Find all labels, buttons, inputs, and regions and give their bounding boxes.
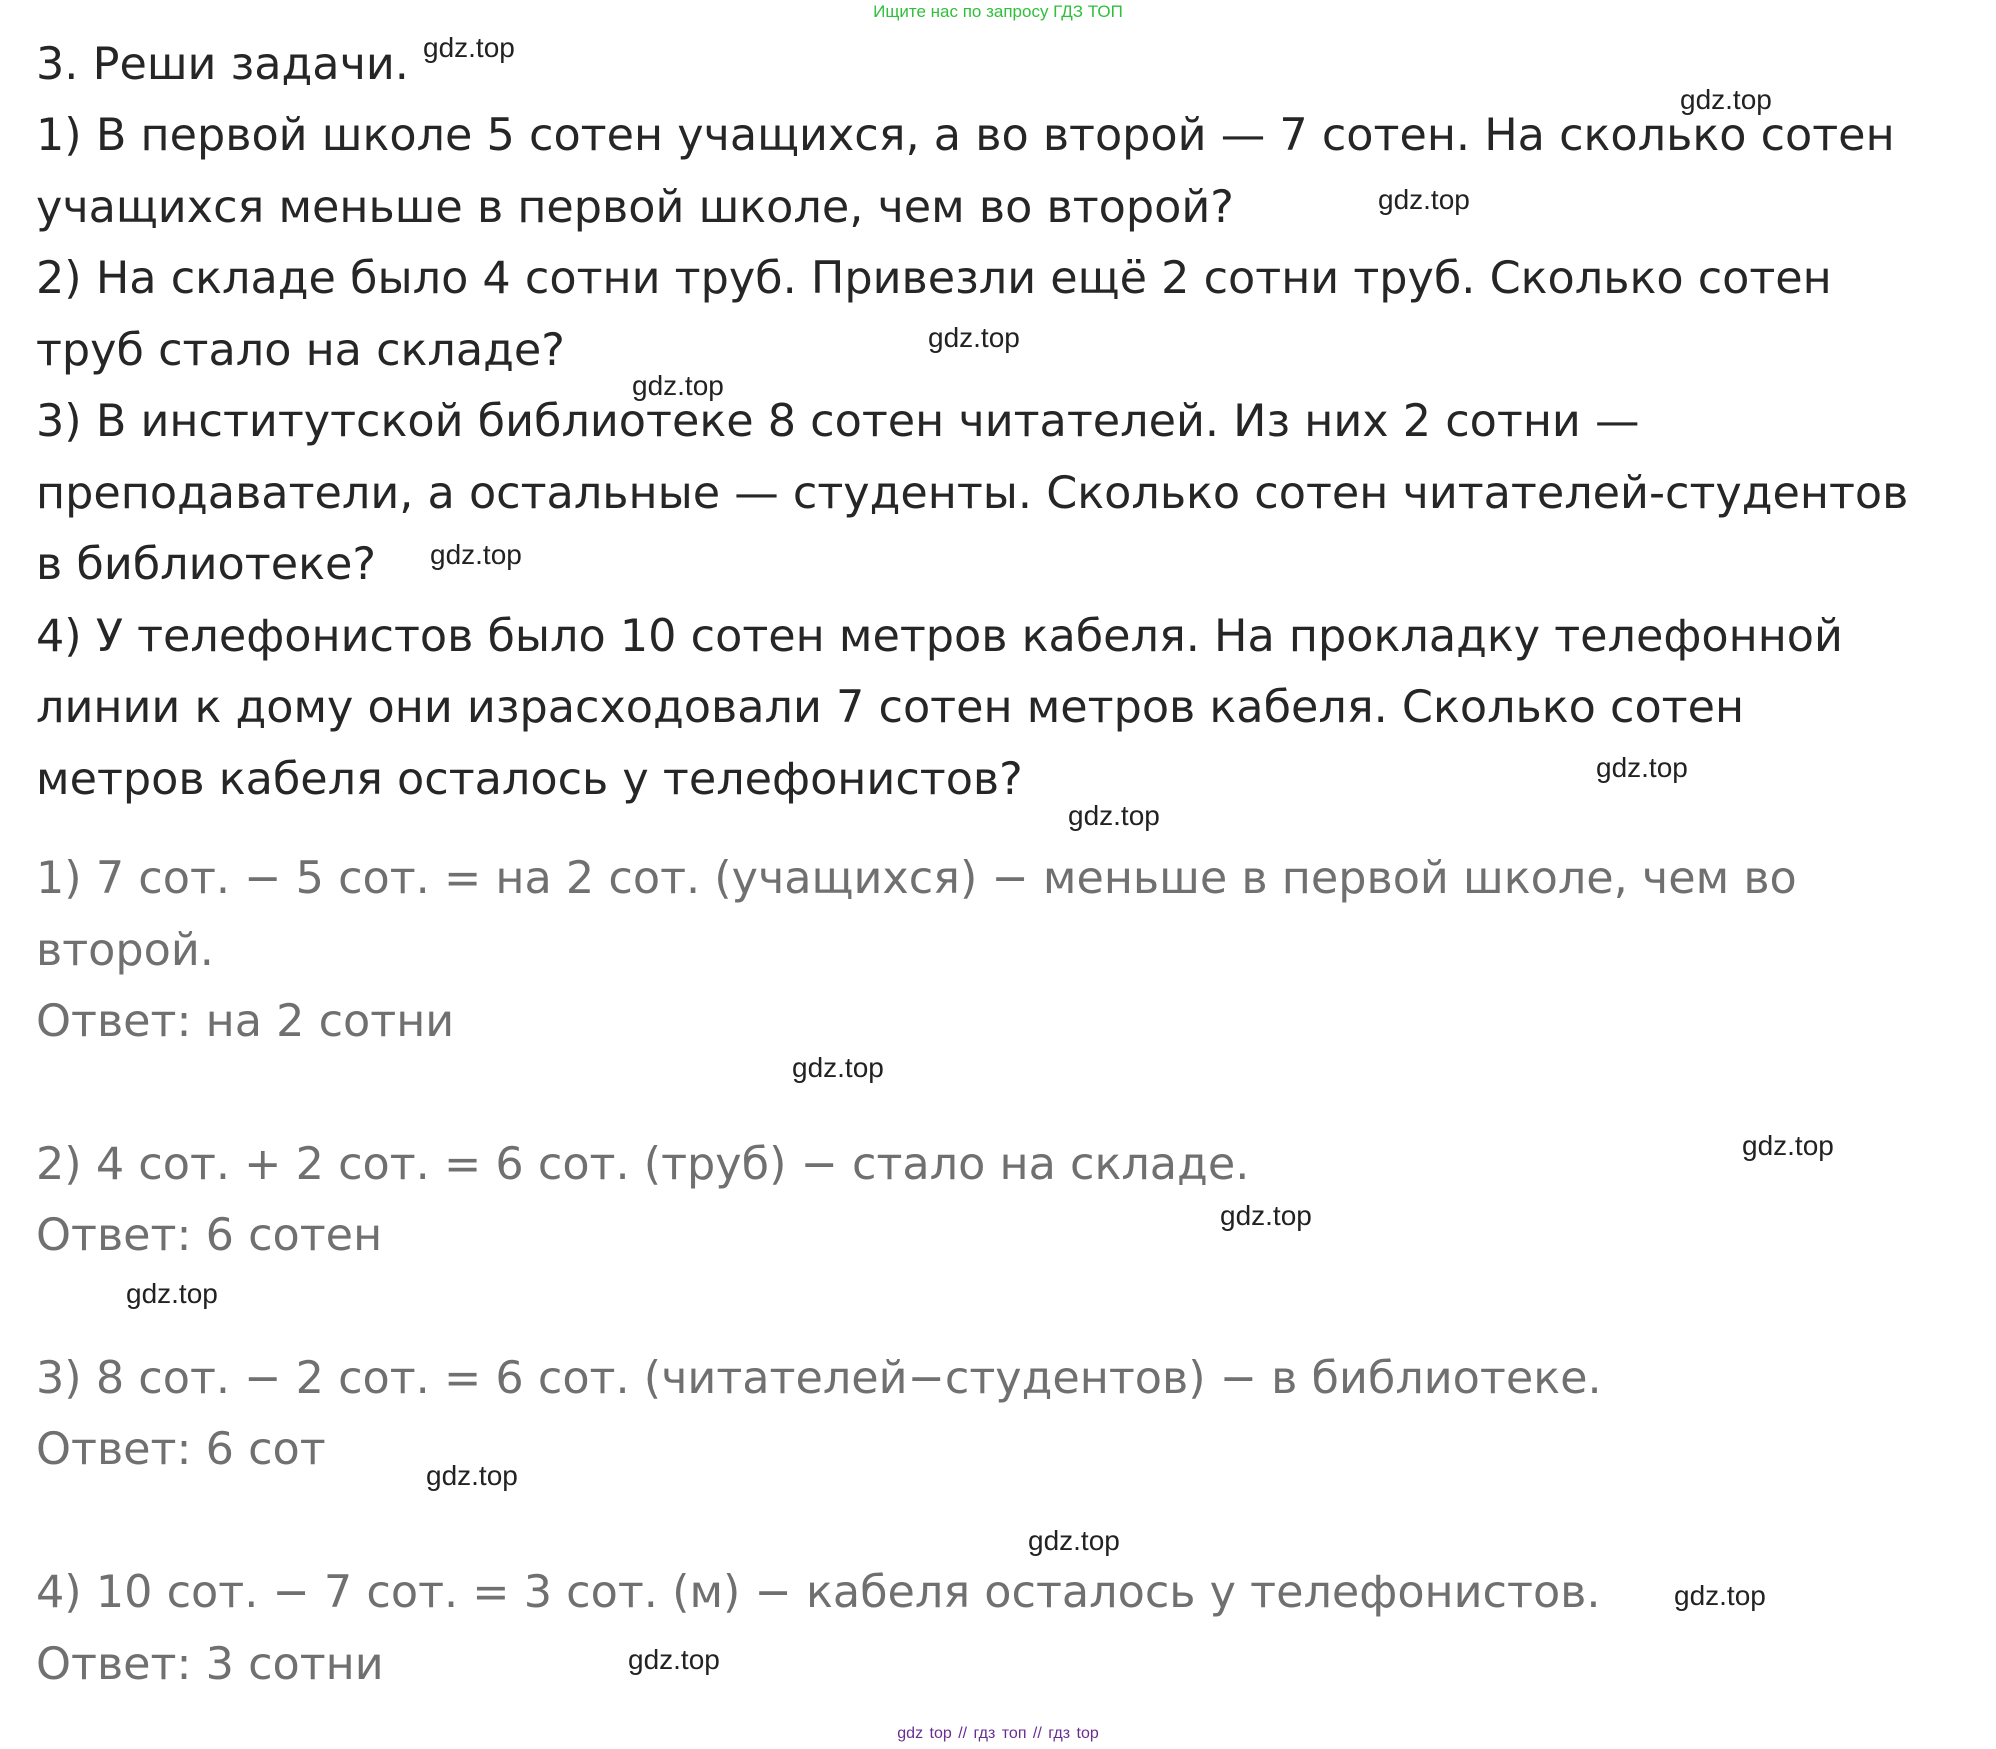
solution-line: 2) 4 сот. + 2 сот. = 6 сот. (труб) − стало на складе.	[36, 1139, 1250, 1190]
top-banner: Ищите нас по запросу ГДЗ ТОП	[873, 2, 1123, 21]
watermark: gdz.top	[792, 1052, 884, 1083]
problem-line: 1) В первой школе 5 сотен учащихся, а во второй — 7 сотен. На сколько сотен	[36, 110, 1895, 161]
solution-line: 4) 10 сот. − 7 сот. = 3 сот. (м) − кабеля осталось у телефонистов.	[36, 1567, 1601, 1618]
watermark: gdz.top	[423, 32, 515, 63]
problem-line: линии к дому они израсходовали 7 сотен метров кабеля. Сколько сотен	[36, 682, 1745, 733]
watermark: gdz.top	[1674, 1580, 1766, 1611]
watermark: gdz.top	[126, 1278, 218, 1309]
watermark: gdz.top	[1742, 1130, 1834, 1161]
watermark: gdz.top	[1028, 1525, 1120, 1556]
footer: gdz top // гдз топ // гдз top	[897, 1725, 1099, 1742]
watermark: gdz.top	[632, 370, 724, 401]
watermark: gdz.top	[1220, 1200, 1312, 1231]
watermark: gdz.top	[1378, 184, 1470, 215]
watermark: gdz.top	[1068, 800, 1160, 831]
solution-answer: Ответ: 6 сот	[36, 1424, 326, 1475]
watermark: gdz.top	[430, 539, 522, 570]
task-title: 3. Реши задачи.	[36, 39, 409, 90]
problem-line: учащихся меньше в первой школе, чем во второй?	[36, 182, 1234, 233]
problem-line: 4) У телефонистов было 10 сотен метров кабеля. На прокладку телефонной	[36, 611, 1843, 662]
watermark: gdz.top	[928, 322, 1020, 353]
problem-line: в библиотеке?	[36, 539, 376, 590]
solution-answer: Ответ: 6 сотен	[36, 1210, 383, 1261]
problem-line: преподаватели, а остальные — студенты. Сколько сотен читателей-студентов	[36, 468, 1909, 519]
solution-answer: Ответ: на 2 сотни	[36, 996, 455, 1047]
watermark: gdz.top	[628, 1644, 720, 1675]
solution-answer: Ответ: 3 сотни	[36, 1639, 384, 1690]
problem-line: метров кабеля осталось у телефонистов?	[36, 754, 1023, 805]
watermark: gdz.top	[426, 1460, 518, 1491]
solution-line: второй.	[36, 925, 214, 976]
solution-line: 1) 7 сот. − 5 сот. = на 2 сот. (учащихся) − меньше в первой школе, чем во	[36, 853, 1797, 904]
problem-line: труб стало на складе?	[36, 325, 565, 376]
watermark: gdz.top	[1596, 752, 1688, 783]
watermark: gdz.top	[1680, 84, 1772, 115]
problem-line: 3) В институтской библиотеке 8 сотен читателей. Из них 2 сотни —	[36, 396, 1640, 447]
problem-line: 2) На складе было 4 сотни труб. Привезли ещё 2 сотни труб. Сколько сотен	[36, 253, 1832, 304]
solution-line: 3) 8 сот. − 2 сот. = 6 сот. (читателей−студентов) − в библиотеке.	[36, 1353, 1602, 1404]
